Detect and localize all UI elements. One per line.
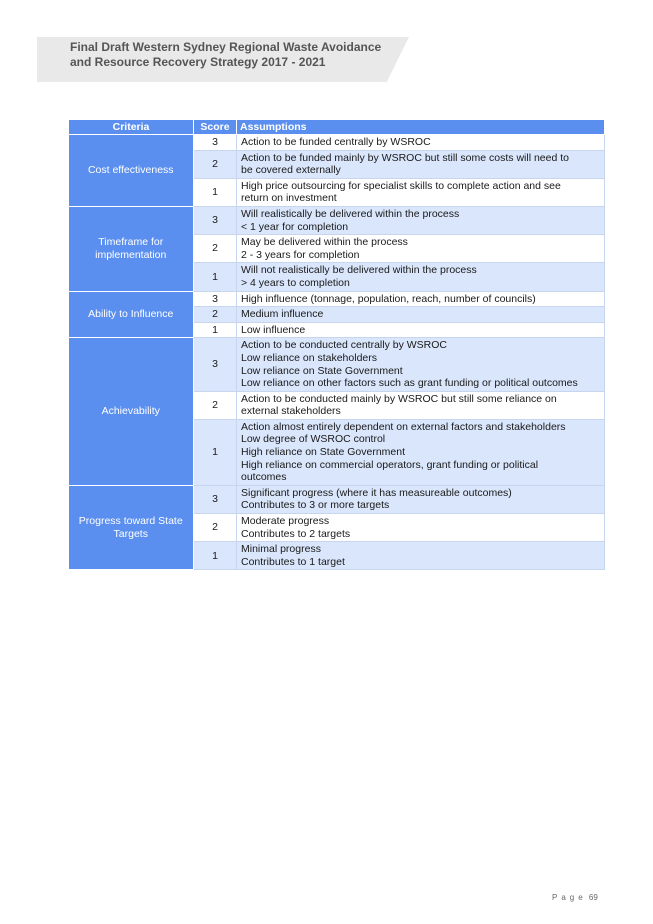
criteria-achievability: Achievability: [69, 338, 194, 486]
assumption-line: return on investment: [241, 192, 337, 205]
score-cell: 3: [194, 135, 237, 151]
assumption-line: Contributes to 2 targets: [241, 527, 351, 540]
assumption-line: High reliance on commercial operators, grant funding or political: [241, 458, 539, 471]
assumption-line: Action to be funded mainly by WSROC but still some costs will need to: [241, 151, 569, 164]
assumption-line: Action almost entirely dependent on external factors and stakeholders: [241, 420, 566, 433]
assumption-line: Contributes to 1 target: [241, 555, 345, 568]
page-number-value: 69: [588, 893, 598, 902]
assumption-line: Moderate progress: [241, 515, 330, 528]
assumption-line: external stakeholders: [241, 405, 341, 418]
table-row: [69, 206, 605, 234]
assumption-line: Minimal progress: [241, 543, 321, 556]
score-cell: 2: [194, 235, 237, 263]
table-row: [69, 291, 605, 307]
criteria-timeframe-line1: Timeframe for: [98, 236, 164, 249]
table-row: [69, 135, 605, 151]
assumption-line: Low degree of WSROC control: [241, 433, 386, 446]
assumption-line: Low reliance on other factors such as grant funding or political outcomes: [241, 377, 578, 390]
assumption-cell: [237, 338, 605, 391]
score-cell: 3: [194, 291, 237, 307]
criteria-progress-toward-state-targets: [69, 485, 194, 570]
assumption-line: Action to be conducted mainly by WSROC but still some reliance on: [241, 392, 557, 405]
assumption-line: Contributes to 3 or more targets: [241, 499, 390, 512]
assumption-cell: [237, 391, 605, 419]
assumption-cell: [237, 542, 605, 570]
assumption-cell: [237, 263, 605, 291]
criteria-progress-line1: Progress toward State: [78, 515, 183, 528]
document-title-line1: Final Draft Western Sydney Regional Waste Avoidance: [70, 40, 382, 54]
table-row: [69, 485, 605, 513]
assumption-line: Will not realistically be delivered within the process: [241, 264, 477, 277]
assumption-cell: [237, 291, 605, 307]
score-cell: 2: [194, 391, 237, 419]
assumption-line: 2 - 3 years for completion: [241, 248, 360, 261]
assumption-line: > 4 years to completion: [241, 276, 350, 289]
column-header-assumptions: Assumptions: [237, 120, 605, 135]
assumption-cell: [237, 178, 605, 206]
assumption-line: High influence (tonnage, population, reach, number of councils): [241, 292, 536, 305]
assumption-line: be covered externally: [241, 164, 341, 177]
assumption-line: May be delivered within the process: [241, 236, 408, 249]
criteria-timeframe-line2: implementation: [95, 248, 167, 261]
column-header-criteria: Criteria: [69, 120, 194, 135]
assumption-cell: [237, 307, 605, 323]
criteria-cost-effectiveness: Cost effectiveness: [69, 135, 194, 207]
criteria-table: [68, 119, 605, 570]
score-cell: 2: [194, 307, 237, 323]
criteria-progress-line2: Targets: [113, 527, 148, 540]
assumption-cell: [237, 150, 605, 178]
assumption-line: Low reliance on stakeholders: [241, 351, 377, 364]
criteria-timeframe: [69, 206, 194, 291]
assumption-cell: [237, 514, 605, 542]
assumption-line: Action to be conducted centrally by WSROC: [241, 339, 448, 352]
document-title-line2: and Resource Recovery Strategy 2017 - 2021: [70, 54, 326, 69]
score-cell: 2: [194, 514, 237, 542]
assumption-line: < 1 year for completion: [241, 220, 349, 233]
score-cell: 1: [194, 419, 237, 485]
assumption-line: Will realistically be delivered within the process: [241, 207, 460, 220]
assumption-cell: [237, 206, 605, 234]
assumption-line: outcomes: [241, 471, 287, 484]
document-title: [70, 40, 381, 69]
assumption-cell: [237, 235, 605, 263]
score-cell: 1: [194, 322, 237, 338]
assumption-line: High price outsourcing for specialist skills to complete action and see: [241, 179, 561, 192]
assumption-cell: [237, 135, 605, 151]
assumption-line: Low influence: [241, 323, 306, 336]
score-cell: 1: [194, 178, 237, 206]
score-cell: 1: [194, 542, 237, 570]
assumption-cell: [237, 419, 605, 485]
column-header-score: Score: [194, 120, 237, 135]
assumption-cell: [237, 485, 605, 513]
assumption-line: Medium influence: [241, 308, 324, 321]
criteria-ability-to-influence: Ability to Influence: [69, 291, 194, 338]
page-label: Page: [552, 893, 587, 902]
assumption-line: Significant progress (where it has measureable outcomes): [241, 486, 512, 499]
score-cell: 2: [194, 150, 237, 178]
score-cell: 3: [194, 338, 237, 391]
score-cell: 1: [194, 263, 237, 291]
assumption-line: Low reliance on State Government: [241, 364, 403, 377]
assumption-cell: [237, 322, 605, 338]
score-cell: 3: [194, 206, 237, 234]
score-cell: 3: [194, 485, 237, 513]
page-number: [552, 893, 598, 902]
table-header-row: [69, 120, 605, 135]
assumption-line: High reliance on State Government: [241, 446, 406, 459]
table-row: [69, 338, 605, 391]
assumption-line: Action to be funded centrally by WSROC: [241, 136, 431, 148]
